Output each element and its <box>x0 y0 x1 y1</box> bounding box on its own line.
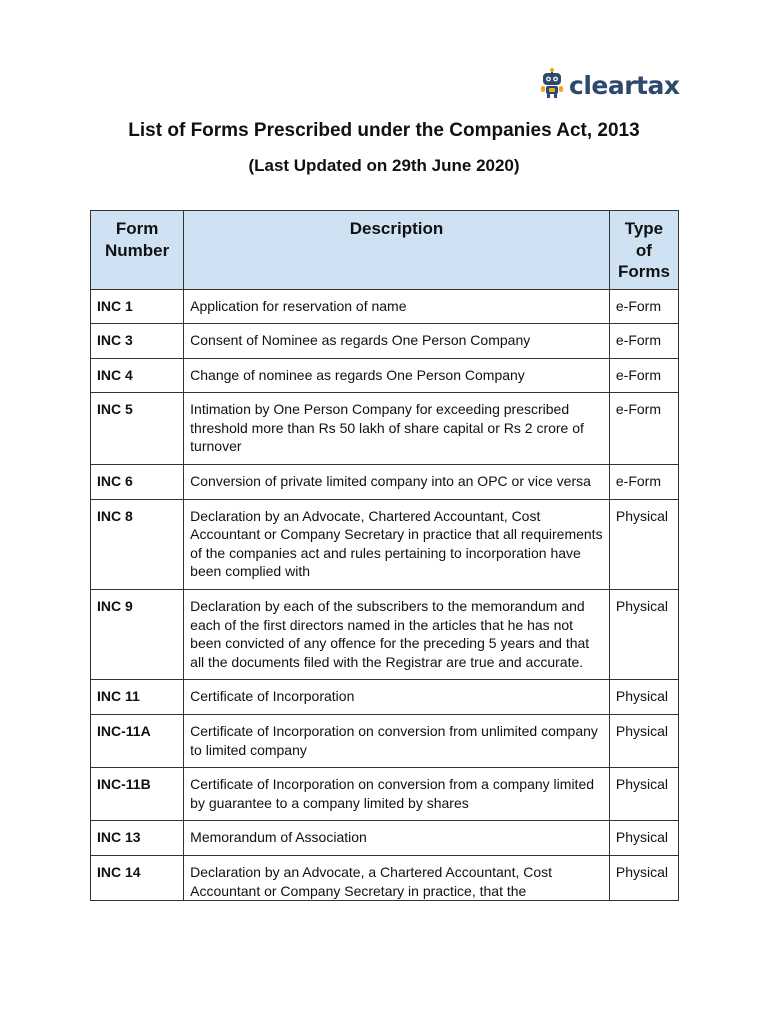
form-description: Intimation by One Person Company for exceeding prescribed threshold more than Rs 50 lakh of share capital or Rs 2 crore of turnover <box>184 393 610 465</box>
form-number: INC 9 <box>91 590 184 680</box>
form-description: Application for reservation of name <box>184 289 610 324</box>
header-description: Description <box>184 211 610 290</box>
form-type: Physical <box>609 855 678 900</box>
brand-name: cleartax <box>569 71 680 100</box>
table-row <box>91 680 679 715</box>
form-number: INC 13 <box>91 821 184 856</box>
robot-icon <box>540 68 564 103</box>
form-description: Certificate of Incorporation on conversion from a company limited by guarantee to a company limited by shares <box>184 768 610 821</box>
form-type: e-Form <box>609 393 678 465</box>
form-type: e-Form <box>609 465 678 500</box>
table-row <box>91 821 679 856</box>
form-number: INC-11A <box>91 715 184 768</box>
document-title: List of Forms Prescribed under the Companies Act, 2013 <box>128 120 640 141</box>
form-description: Change of nominee as regards One Person Company <box>184 358 610 393</box>
form-number: INC-11B <box>91 768 184 821</box>
form-description: Memorandum of Association <box>184 821 610 856</box>
form-description: Certificate of Incorporation <box>184 680 610 715</box>
table-row <box>91 715 679 768</box>
form-type: Physical <box>609 590 678 680</box>
form-type: e-Form <box>609 289 678 324</box>
form-number: INC 14 <box>91 855 184 900</box>
form-number: INC 6 <box>91 465 184 500</box>
form-type: Physical <box>609 821 678 856</box>
forms-table <box>90 210 679 901</box>
table-row <box>91 465 679 500</box>
form-type: e-Form <box>609 358 678 393</box>
form-description: Certificate of Incorporation on conversion from unlimited company to limited company <box>184 715 610 768</box>
form-number: INC 4 <box>91 358 184 393</box>
table-row <box>91 499 679 589</box>
form-number: INC 3 <box>91 324 184 359</box>
form-number: INC 11 <box>91 680 184 715</box>
form-description: Declaration by each of the subscribers to the memorandum and each of the first directors named in the articles that he has not been convicted of any offence for the preceding 5 years and that all the documents filed with the Registrar are true and accurate. <box>184 590 610 680</box>
table-row <box>91 324 679 359</box>
document-subtitle: (Last Updated on 29th June 2020) <box>248 156 520 175</box>
table-row <box>91 590 679 680</box>
form-type: Physical <box>609 768 678 821</box>
form-type: e-Form <box>609 324 678 359</box>
table-row <box>91 358 679 393</box>
form-description: Conversion of private limited company into an OPC or vice versa <box>184 465 610 500</box>
table-row <box>91 768 679 821</box>
form-description: Declaration by an Advocate, a Chartered Accountant, Cost Accountant or Company Secretary in practice, that the <box>184 855 610 900</box>
form-type: Physical <box>609 715 678 768</box>
table-row <box>91 393 679 465</box>
brand-logo <box>540 68 680 103</box>
form-description: Consent of Nominee as regards One Person Company <box>184 324 610 359</box>
form-number: INC 1 <box>91 289 184 324</box>
form-number: INC 8 <box>91 499 184 589</box>
table-header-row <box>91 211 679 290</box>
table-row <box>91 289 679 324</box>
header-form-number: Form Number <box>91 211 184 290</box>
form-description: Declaration by an Advocate, Chartered Accountant, Cost Accountant or Company Secretary in practice that all requirements of the companies act and rules pertaining to incorporation have been complied with <box>184 499 610 589</box>
form-type: Physical <box>609 499 678 589</box>
table-row <box>91 855 679 900</box>
header-type: Type of Forms <box>609 211 678 290</box>
form-number: INC 5 <box>91 393 184 465</box>
form-type: Physical <box>609 680 678 715</box>
